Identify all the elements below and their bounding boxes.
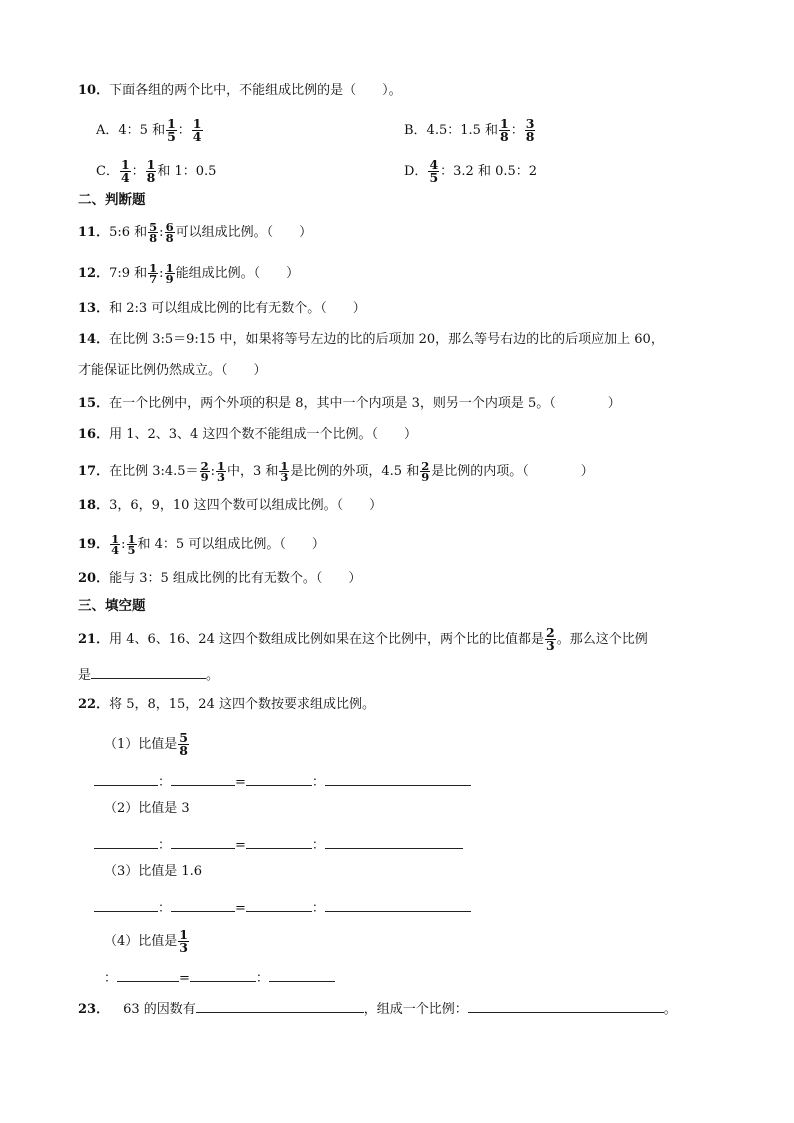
question-text: 可以组成比例。（ ）	[175, 225, 313, 240]
question-number: 21．	[78, 632, 110, 647]
fraction: $\frac{1}{9}$	[165, 261, 174, 286]
question-15	[78, 395, 621, 413]
ratio-colon: ：	[255, 971, 269, 986]
question-number: 23．	[78, 1002, 110, 1017]
question-text: 将 5，8，15，24 这四个数按要求组成比例。	[109, 697, 375, 712]
question-text: 下面各组的两个比中，不能组成比例的是（ ）。	[109, 83, 402, 98]
question-number: 18．	[78, 498, 110, 513]
answer-blank[interactable]	[246, 834, 312, 849]
question-14	[78, 331, 664, 349]
fraction: $\frac{5}{8}$	[179, 730, 188, 758]
question-23	[78, 998, 677, 1019]
question-11	[78, 222, 312, 243]
answer-blank[interactable]	[117, 967, 179, 982]
question-number: 16．	[78, 427, 110, 442]
question-text: 和 2:3 可以组成比例的比有无数个。（ ）	[109, 301, 366, 316]
ratio-colon: ：	[131, 164, 145, 179]
equals-sign: =	[179, 971, 190, 986]
fraction: $\frac{5}{8}$	[149, 220, 158, 245]
answer-blank[interactable]	[196, 998, 364, 1013]
answer-blank[interactable]	[171, 897, 235, 912]
ratio-colon: ：	[104, 971, 118, 986]
question-number: 15．	[78, 396, 110, 411]
question-13	[78, 300, 366, 318]
fraction: $\frac{2}{9}$	[200, 459, 209, 484]
question-text: 是	[78, 668, 92, 683]
part-1-answer-row	[94, 771, 471, 792]
question-18	[78, 497, 382, 515]
question-22	[78, 696, 375, 714]
question-text: 是比例的内项。（ ）	[431, 464, 594, 479]
option-text: ：3.2 和 0.5：2	[440, 164, 538, 179]
option-text: B．4.5：1.5 和	[404, 123, 499, 138]
answer-blank[interactable]	[325, 897, 471, 912]
answer-blank[interactable]	[246, 771, 312, 786]
question-number: 12．	[78, 266, 110, 281]
option-text: 和 1：0.5	[157, 164, 217, 179]
answer-blank[interactable]	[171, 834, 235, 849]
option-b[interactable]	[404, 118, 536, 143]
fraction: $\frac{6}{8}$	[165, 220, 174, 245]
question-number: 13．	[78, 301, 110, 316]
question-text: 用 4、6、16、24 这四个数组成比例如果在这个比例中，两个比的比值都是	[109, 632, 544, 647]
part-2-label: （2）比值是 3	[104, 801, 190, 816]
ratio-colon: ：	[158, 901, 172, 916]
ratio-colon: ：	[311, 775, 325, 790]
part-1-label	[104, 732, 190, 757]
ratio-colon: :	[159, 225, 164, 240]
section-heading: 二、判断题	[78, 192, 146, 208]
question-text: ，组成一个比例：	[363, 1002, 468, 1017]
part-4-answer-row	[104, 967, 335, 988]
question-10	[78, 82, 402, 100]
answer-blank[interactable]	[94, 771, 158, 786]
fraction: $\frac{1}{3}$	[216, 459, 225, 484]
question-text: 。	[663, 1002, 677, 1017]
question-text: 用 1、2、3、4 这四个数不能组成一个比例。（ ）	[109, 427, 417, 442]
fraction: $\frac{1}{4}$	[192, 116, 202, 144]
option-text: C．	[96, 164, 119, 179]
question-number: 11．	[78, 225, 110, 240]
fraction: $\frac{1}{5}$	[127, 532, 136, 557]
question-12	[78, 263, 299, 284]
ratio-colon: ：	[510, 123, 524, 138]
fraction: $\frac{1}{8}$	[500, 116, 509, 144]
question-text: 能与 3：5 组成比例的比有无数个。（ ）	[109, 571, 362, 586]
fraction: $\frac{2}{3}$	[546, 625, 555, 653]
question-text: 在比例 3:4.5＝	[109, 464, 199, 479]
equals-sign: =	[235, 775, 246, 790]
question-text: 。那么这个比例	[556, 632, 648, 647]
option-text: D．	[404, 164, 428, 179]
ratio-colon: ：	[177, 123, 191, 138]
question-text: 63 的因数有	[123, 1002, 196, 1017]
question-number: 19．	[78, 537, 110, 552]
question-14-continued: 才能保证比例仍然成立。（ ）	[78, 363, 267, 378]
answer-blank[interactable]	[94, 897, 158, 912]
question-text: 和 4：5 可以组成比例。（ ）	[137, 537, 325, 552]
question-20	[78, 570, 361, 588]
answer-blank[interactable]	[94, 834, 158, 849]
answer-blank[interactable]	[269, 967, 335, 982]
question-text: 在比例 3:5＝9:15 中，如果将等号左边的比的后项加 20，那么等号右边的比的后项应加上 60，	[109, 332, 664, 347]
fraction: $\frac{1}{7}$	[149, 261, 158, 286]
fraction: $\frac{3}{8}$	[525, 116, 535, 144]
question-number: 14．	[78, 332, 110, 347]
ratio-colon: :	[121, 537, 126, 552]
question-16	[78, 426, 417, 444]
question-text: 能组成比例。（ ）	[175, 266, 300, 281]
option-d[interactable]	[404, 159, 537, 184]
ratio-colon: :	[210, 464, 215, 479]
part-3-answer-row	[94, 897, 471, 918]
fraction: $\frac{1}{4}$	[120, 157, 130, 185]
fraction: $\frac{1}{5}$	[167, 116, 176, 144]
part-text: （1）比值是	[104, 737, 178, 752]
question-21-continued	[78, 664, 219, 685]
question-number: 10．	[78, 83, 110, 98]
question-text: 中，3 和	[226, 464, 279, 479]
ratio-colon: :	[159, 266, 164, 281]
answer-blank[interactable]	[325, 834, 463, 849]
ratio-colon: ：	[158, 838, 172, 853]
question-text: 。	[206, 668, 220, 683]
answer-blank[interactable]	[190, 967, 256, 982]
equals-sign: =	[235, 838, 246, 853]
part-3-label: （3）比值是 1.6	[104, 864, 203, 879]
answer-blank[interactable]	[171, 771, 235, 786]
part-text: （4）比值是	[104, 934, 178, 949]
question-text: 7:9 和	[109, 266, 148, 281]
ratio-colon: ：	[158, 775, 172, 790]
question-text: 在一个比例中，两个外项的积是 8，其中一个内项是 3，则另一个内项是 5。（ ）	[109, 396, 621, 411]
equals-sign: =	[235, 901, 246, 916]
answer-blank[interactable]	[468, 998, 664, 1013]
question-number: 20．	[78, 571, 110, 586]
answer-blank[interactable]	[325, 771, 471, 786]
part-2-answer-row	[94, 834, 463, 855]
fraction: $\frac{2}{9}$	[421, 459, 430, 484]
question-number: 17．	[78, 464, 110, 479]
fraction: $\frac{1}{8}$	[146, 157, 156, 185]
fraction: $\frac{4}{5}$	[429, 157, 439, 185]
answer-blank[interactable]	[91, 664, 206, 679]
question-text: 3，6，9，10 这四个数可以组成比例。（ ）	[109, 498, 383, 513]
answer-blank[interactable]	[246, 897, 312, 912]
ratio-colon: ：	[311, 838, 325, 853]
question-21	[78, 627, 648, 652]
option-c[interactable]	[96, 159, 216, 184]
fraction: $\frac{1}{3}$	[280, 459, 289, 484]
ratio-colon: ：	[311, 901, 325, 916]
question-17	[78, 461, 594, 482]
fraction: $\frac{1}{3}$	[179, 927, 188, 955]
option-text: A．4：5 和	[96, 123, 166, 138]
question-text: 是比例的外项，4.5 和	[290, 464, 420, 479]
fraction: $\frac{1}{4}$	[111, 532, 120, 557]
question-number: 22．	[78, 697, 110, 712]
question-19	[78, 534, 325, 555]
part-4-label	[104, 929, 190, 954]
question-text: 5:6 和	[109, 225, 148, 240]
section-heading: 三、填空题	[78, 598, 146, 614]
option-a[interactable]	[96, 118, 204, 143]
